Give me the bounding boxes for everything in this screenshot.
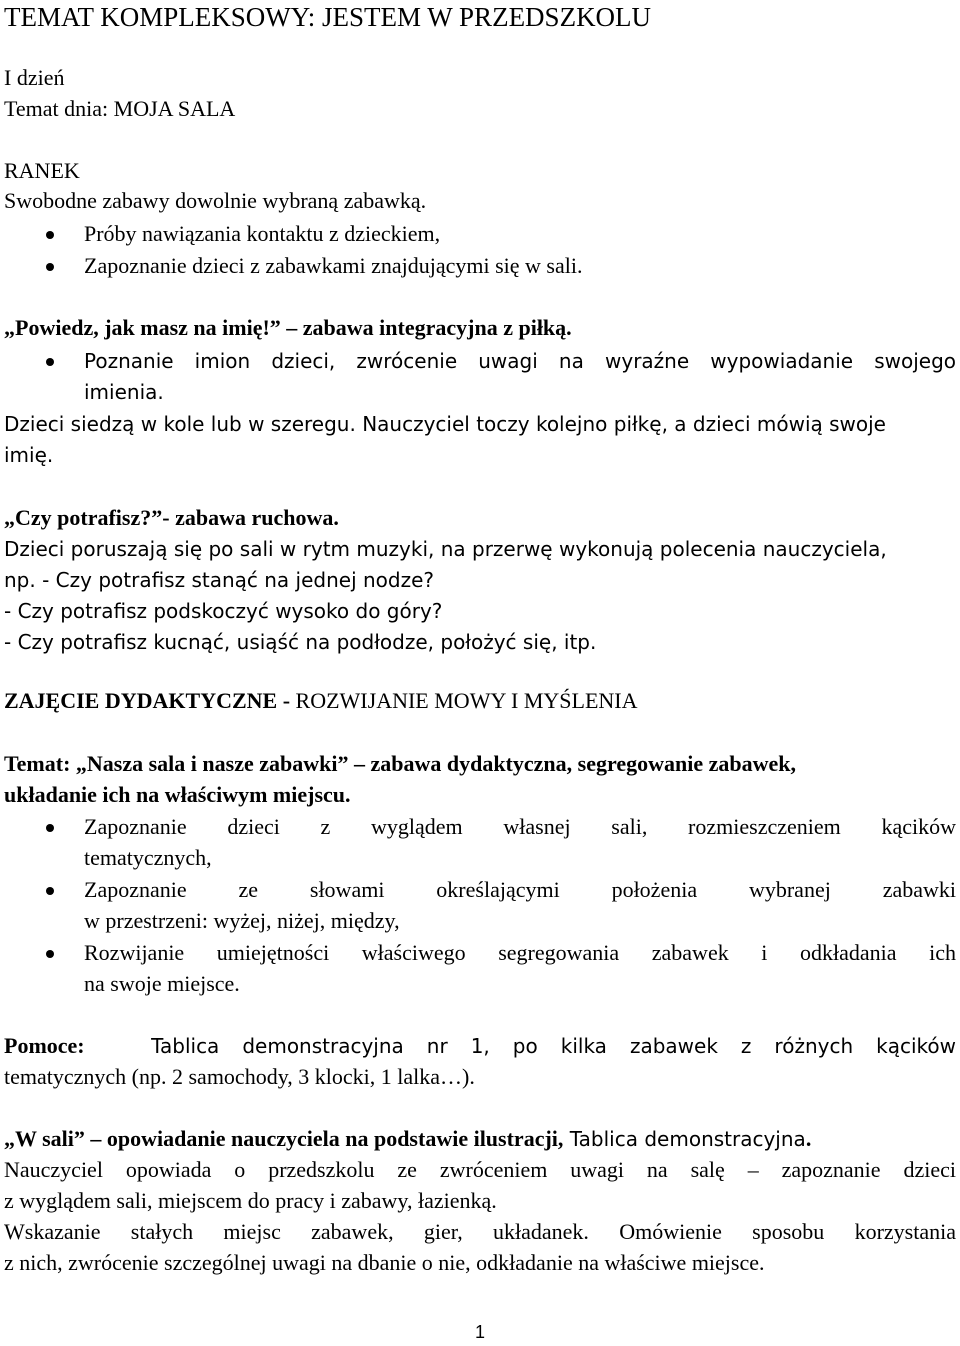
lesson-heading <box>4 686 638 716</box>
story-line: z wyglądem sali, miejscem do pracy i zabawy, łazienką. <box>4 1188 497 1213</box>
lesson-heading-bold: ZAJĘCIE DYDAKTYCZNE - <box>4 688 296 713</box>
document-title: TEMAT KOMPLEKSOWY: JESTEM W PRZEDSZKOLU <box>4 2 652 32</box>
day-theme: Temat dnia: MOJA SALA <box>4 96 236 121</box>
lesson-topic: Temat: „Nasza sala i nasze zabawki” – zabawa dydaktyczna, segregowanie zabawek, <box>4 751 796 776</box>
morning-bullet: Zapoznanie dzieci z zabawkami znajdującymi się w sali. <box>84 253 583 278</box>
game1-bullet-cont: imienia. <box>84 380 164 404</box>
game2-title: „Czy potrafisz?”- zabawa ruchowa. <box>4 505 339 530</box>
story-title-end: . <box>805 1126 812 1151</box>
morning-heading: RANEK <box>4 158 80 183</box>
aids-text: Tablica demonstracyjna nr 1, po kilka zabawek z różnych kącików <box>151 1034 956 1058</box>
lesson-topic-cont: układanie ich na właściwym miejscu. <box>4 782 351 807</box>
lesson-bullet-cont: na swoje miejsce. <box>84 971 240 996</box>
bullet-icon <box>46 231 54 239</box>
game2-line: np. - Czy potrafisz stanąć na jednej nodze? <box>4 568 435 592</box>
game1-text-cont: imię. <box>4 443 54 467</box>
bullet-icon <box>46 824 54 832</box>
lesson-bullet-cont: tematycznych, <box>84 845 212 870</box>
bullet-icon <box>46 263 54 271</box>
story-line: Wskazanie stałych miejsc zabawek, gier, układanek. Omówienie sposobu korzystania <box>4 1219 956 1244</box>
game1-text: Dzieci siedzą w kole lub w szeregu. Nauczyciel toczy kolejno piłkę, a dzieci mówią swoje <box>4 412 886 436</box>
lesson-bullet: Zapoznanie ze słowami określającymi położenia wybranej zabawki <box>84 877 956 902</box>
page-number: 1 <box>474 1322 485 1342</box>
lesson-heading-rest: ROZWIJANIE MOWY I MYŚLENIA <box>295 688 638 713</box>
story-line: Nauczyciel opowiada o przedszkolu ze zwróceniem uwagi na salę – zapoznanie dzieci <box>4 1157 956 1182</box>
lesson-bullet: Zapoznanie dzieci z wyglądem własnej sali, rozmieszczeniem kącików <box>84 814 956 839</box>
aids-label: Pomoce: <box>4 1033 85 1058</box>
bullet-icon <box>46 358 54 366</box>
game1-bullet: Poznanie imion dzieci, zwrócenie uwagi na wyraźne wypowiadanie swojego <box>84 349 956 373</box>
game1-title: „Powiedz, jak masz na imię!” – zabawa integracyjna z piłką. <box>4 315 572 340</box>
story-title-bold: „W sali” – opowiadanie nauczyciela na podstawie ilustracji, <box>4 1126 564 1151</box>
day-label: I dzień <box>4 65 65 90</box>
story-line: z nich, zwrócenie szczególnej uwagi na dbanie o nie, odkładanie na właściwe miejsce. <box>4 1250 765 1275</box>
lesson-bullet: Rozwijanie umiejętności właściwego segregowania zabawek i odkładania ich <box>84 940 956 965</box>
game2-line: - Czy potrafisz podskoczyć wysoko do góry? <box>4 599 443 623</box>
story-title-rest: Tablica demonstracyjna <box>563 1127 806 1151</box>
morning-bullet: Próby nawiązania kontaktu z dzieckiem, <box>84 221 441 246</box>
aids-line <box>4 1031 956 1061</box>
game2-line: Dzieci poruszają się po sali w rytm muzyki, na przerwę wykonują polecenia nauczyciela, <box>4 537 887 561</box>
game2-line: - Czy potrafisz kucnąć, usiąść na podłodze, położyć się, itp. <box>4 630 597 654</box>
aids-text-cont: tematycznych (np. 2 samochody, 3 klocki, 1 lalka…). <box>4 1064 475 1089</box>
story-title <box>4 1124 811 1154</box>
bullet-icon <box>46 950 54 958</box>
lesson-bullet-cont: w przestrzeni: wyżej, niżej, między, <box>84 908 400 933</box>
bullet-icon <box>46 887 54 895</box>
morning-intro: Swobodne zabawy dowolnie wybraną zabawką. <box>4 188 427 213</box>
